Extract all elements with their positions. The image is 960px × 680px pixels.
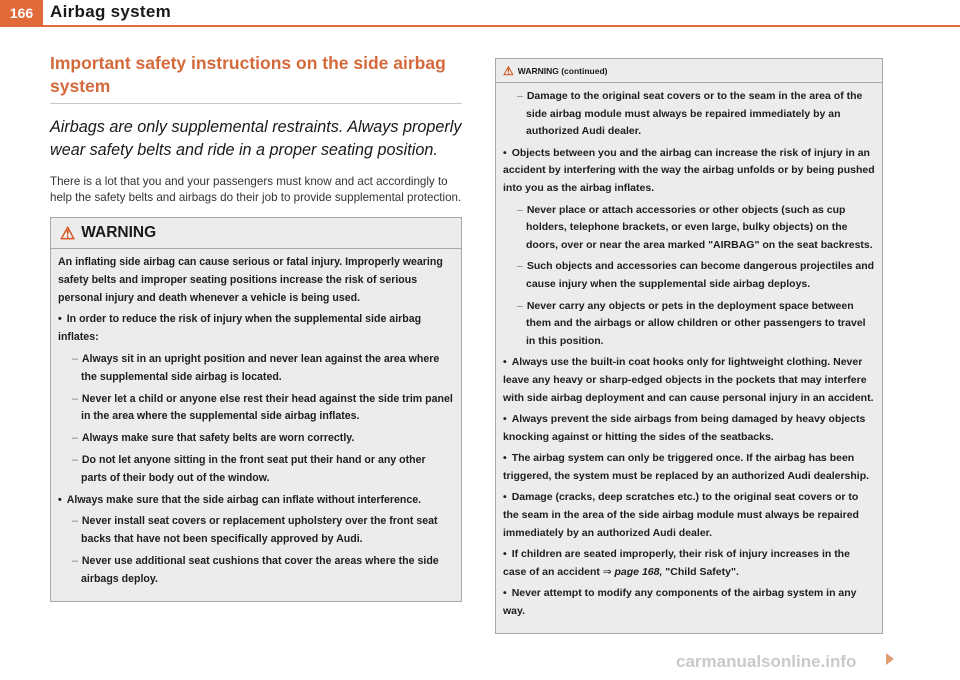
bullet-marker: • bbox=[58, 493, 62, 506]
warning-item-text: Damage (cracks, deep scratches etc.) to the original seat covers or to the seam in the area of the side airbag module must always be repaired immediately by an authorized Audi dealer. bbox=[503, 491, 859, 539]
warning-sub-item bbox=[511, 88, 875, 141]
warning-bullet-item bbox=[58, 311, 454, 347]
bullet-marker: • bbox=[503, 548, 507, 561]
warning-sub-item bbox=[511, 258, 875, 293]
warning-item-text: The airbag system can only be triggered once. If the airbag has been triggered, the system must be replaced by an authorized Audi dealership. bbox=[503, 452, 870, 482]
warning-item-text: Never let a child or anyone else rest their head against the side trim panel in the area where the supplemental side airbag inflates. bbox=[81, 392, 453, 423]
warning-bullet-item bbox=[503, 489, 875, 542]
warning-bullet-item bbox=[58, 492, 454, 510]
warning-item-text: Never place or attach accessories or other objects (such as cup holders, telephone brackets, or even large, bulky objects) on the doors, over or near the area marked "AIRBAG" on the seat backrests. bbox=[526, 203, 873, 251]
bullet-marker: • bbox=[503, 356, 507, 369]
warning-sub-item bbox=[511, 298, 875, 351]
warning-item-text: Never install seat covers or replacement upholstery over the front seat backs that have not been specifically approved by Audi. bbox=[81, 515, 438, 546]
warning-sub-item bbox=[66, 553, 454, 589]
continue-arrow-icon bbox=[886, 653, 894, 665]
warning-bullet-item bbox=[503, 354, 875, 407]
warning-title: WARNING bbox=[81, 224, 157, 241]
dash-marker: – bbox=[72, 392, 78, 405]
warning-item-text: Do not let anyone sitting in the front seat put their hand or any other parts of their body out of the window. bbox=[81, 453, 426, 484]
warning-item-text: An inflating side airbag can cause serious or fatal injury. Improperly wearing safety belts and improper seating positions increase the risk of serious personal injury and death whenever a vehicle is being used. bbox=[58, 256, 443, 304]
left-column bbox=[50, 52, 462, 602]
warning-item-text: Always make sure that safety belts are worn correctly. bbox=[81, 432, 355, 445]
bullet-marker: • bbox=[503, 491, 507, 504]
dash-marker: – bbox=[72, 352, 78, 365]
page-header-title: Airbag system bbox=[50, 2, 172, 21]
warning-bullet-item bbox=[503, 411, 875, 446]
warning-triangle-icon: ⚠ bbox=[503, 63, 514, 78]
warning-sub-item bbox=[66, 351, 454, 387]
warning-item-text: Damage to the original seat covers or to the seam in the area of the side airbag module must always be repaired immediately by an authorized Audi dealer. bbox=[526, 90, 863, 138]
warning-box bbox=[50, 217, 462, 602]
warning-item-text: Objects between you and the airbag can increase the risk of injury in an accident by interfering with the way the airbag unfolds or by being pushed into you as the airbag inflates. bbox=[503, 146, 875, 194]
warning-sub-item bbox=[511, 202, 875, 255]
section-heading: Important safety instructions on the side airbag system bbox=[50, 52, 462, 104]
warning-sub-item bbox=[66, 452, 454, 488]
warning-item-text: Such objects and accessories can become dangerous projectiles and cause injury when the supplemental side airbag deploys. bbox=[526, 260, 875, 290]
dash-marker: – bbox=[72, 554, 78, 567]
warning-continued-header bbox=[496, 59, 882, 83]
warning-paragraph bbox=[58, 254, 454, 307]
bullet-marker: • bbox=[58, 313, 62, 326]
warning-sub-item bbox=[66, 391, 454, 427]
page-reference-link[interactable]: page 168, bbox=[614, 565, 663, 578]
warning-continued-body bbox=[496, 83, 882, 633]
warning-bullet-item bbox=[503, 546, 875, 581]
warning-bullet-item bbox=[503, 145, 875, 198]
bullet-marker: • bbox=[503, 146, 507, 159]
dash-marker: – bbox=[72, 432, 78, 445]
warning-item-text: Always make sure that the side airbag can inflate without interference. bbox=[66, 493, 422, 506]
warning-item-text: Always sit in an upright position and never lean against the area where the supplemental side airbag is located. bbox=[81, 352, 440, 383]
warning-sub-item bbox=[66, 513, 454, 549]
warning-sub-item bbox=[66, 430, 454, 448]
warning-continued-title: WARNING (continued) bbox=[517, 65, 608, 76]
body-text: There is a lot that you and your passengers must know and act accordingly to help the safety belts and airbags do their job to provide supplemental protection. bbox=[50, 175, 462, 204]
page-number: 166 bbox=[0, 0, 43, 25]
warning-header bbox=[51, 218, 461, 249]
dash-marker: – bbox=[72, 515, 78, 528]
warning-bullet-item bbox=[503, 585, 875, 620]
warning-item-text: Never attempt to modify any components of the airbag system in any way. bbox=[503, 587, 857, 618]
warning-item-text: Always use the built-in coat hooks only for lightweight clothing. Never leave any heavy or sharp-edged objects in the pockets that may interfere with side airbag deployment and can cause personal injury in an accident. bbox=[503, 356, 874, 404]
bullet-marker: • bbox=[503, 452, 507, 465]
dash-marker: – bbox=[517, 203, 523, 216]
warning-item-text: Always prevent the side airbags from being damaged by heavy objects knocking against or hitting the sides of the seatbacks. bbox=[503, 413, 866, 443]
dash-marker: – bbox=[517, 260, 523, 273]
dash-marker: – bbox=[517, 299, 523, 312]
warning-bullet-item bbox=[503, 450, 875, 485]
warning-item-text: Never carry any objects or pets in the deployment space between them and the airbags or allow children or other passengers to travel in this position. bbox=[526, 299, 866, 347]
warning-triangle-icon: ⚠ bbox=[60, 223, 76, 243]
reference-title: "Child Safety". bbox=[662, 565, 739, 578]
warning-item-text: In order to reduce the risk of injury when the supplemental side airbag inflates: bbox=[58, 313, 422, 344]
bullet-marker: • bbox=[503, 413, 507, 426]
bullet-marker: • bbox=[503, 587, 507, 600]
warning-item-text: If children are seated improperly, their risk of injury increases in the case of an accident bbox=[503, 548, 850, 578]
warning-continued-box bbox=[495, 58, 883, 634]
warning-body bbox=[51, 249, 461, 601]
watermark: carmanualsonline.info bbox=[676, 652, 857, 671]
dash-marker: – bbox=[517, 90, 523, 102]
dash-marker: – bbox=[72, 453, 78, 466]
intro-text: Airbags are only supplemental restraints. Always properly wear safety belts and ride in a proper seating position. bbox=[50, 118, 462, 159]
header-rule bbox=[0, 25, 960, 27]
right-column bbox=[495, 58, 883, 634]
warning-item-text: Never use additional seat cushions that cover the areas where the side airbags deploy. bbox=[81, 554, 439, 585]
reference-arrow-icon: ⇒ bbox=[599, 565, 615, 578]
